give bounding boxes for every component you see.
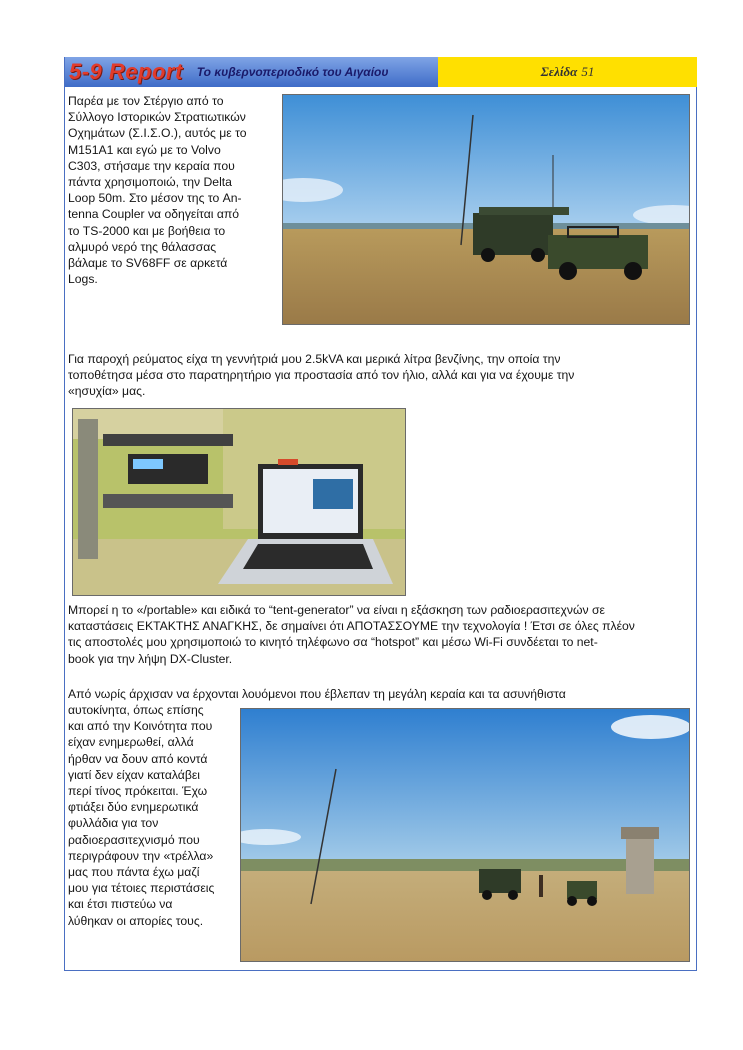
text-line: φυλλάδια για τον (68, 816, 159, 831)
text-line: και από την Κοινότητα που (68, 719, 213, 734)
text-line: Μπορεί η το «/portable» και ειδικά το “tent-generator” να είναι η εξάσκηση των ραδιοερασιτεχνών σε (68, 603, 605, 617)
text-line: και έτσι πιστεύω να (68, 897, 173, 912)
photo-radio-station (72, 408, 406, 596)
text-line: M151A1 και εγώ με το Volvo (68, 142, 221, 157)
magazine-subtitle: Το κυβερνοπεριοδικό του Αιγαίου (196, 65, 389, 79)
header-banner (65, 57, 438, 87)
text-line: Από νωρίς άρχισαν να έρχονται λουόμενοι που έβλεπαν τη μεγάλη κεραία και τα ασυνήθιστα (68, 687, 566, 701)
text-line: ήρθαν να δουν από κοντά (68, 751, 208, 766)
text-line: Παρέα με τον Στέργιο από το (68, 94, 224, 108)
text-line: πάντα χρησιμοποιώ, την Delta (68, 175, 232, 190)
magazine-logo: 5-9 Report (69, 59, 183, 84)
text-line: ραδιοερασιτεχνισμό που (68, 832, 200, 847)
text-line: Για παροχή ρεύματος είχα τη γεννήτριά μου 2.5kVA και μερικά λίτρα βενζίνης, την οποία την (68, 352, 561, 366)
text-line: αυτοκίνητα, όπως επίσης (68, 703, 204, 717)
text-line: τοποθέτησα μέσα στο παρατηρητήριο για προστασία από τον ήλιο, αλλά και για να έχουμε την (68, 368, 575, 383)
text-line: αλμυρό νερό της θάλασσας (68, 239, 217, 254)
text-line: περί τίνος πρόκειται. Έχω (68, 784, 208, 799)
page-label: Σελίδα (540, 64, 578, 79)
paragraph-4 (68, 702, 240, 929)
text-line: τις αποστολές μου χρησιμοποιώ το κινητό τηλέφωνο σα “hotspot” και μέσω Wi-Fi συνδέεται το net- (68, 635, 598, 650)
paragraph-4-intro (68, 686, 696, 702)
paragraph-2 (68, 351, 696, 400)
page-indicator (438, 57, 697, 87)
text-line: γιατί δεν είχαν καταλάβει (68, 767, 200, 782)
text-line: είχαν ενημερωθεί, αλλά (68, 735, 194, 750)
text-line: Οχημάτων (Σ.Ι.Σ.Ο.), αυτός με το (68, 126, 247, 141)
paragraph-1 (68, 93, 278, 287)
page-number: 51 (581, 64, 595, 79)
photo-field-vehicles (282, 94, 690, 325)
text-line: καταστάσεις ΕΚΤΑΚΤΗΣ ΑΝΑΓΚΗΣ, δε σημαίνει ότι ΑΠΟΤΑΣΣΟΥΜΕ την τεχνολογία ! Έτσι σε όλες πλέον (68, 619, 635, 634)
text-line: C303, στήσαμε την κεραία που (68, 158, 235, 173)
text-line: φτιάξει δύο ενημερωτικά (68, 800, 199, 815)
text-line: λύθηκαν οι απορίες τους. (68, 913, 204, 928)
text-line: το TS-2000 και με βοήθεια το (68, 223, 226, 238)
text-line: «ησυχία» μας. (68, 384, 146, 399)
text-line: μας που πάντα έχω μαζί (68, 865, 200, 880)
text-line: περιγράφουν την «τρέλλα» (68, 848, 214, 863)
paragraph-3 (68, 602, 696, 667)
text-line: Loop 50m. Στο μέσον της το An- (68, 191, 242, 206)
text-line: tenna Coupler να οδηγείται από (68, 207, 240, 222)
photo-field-tower (240, 708, 690, 962)
text-line: book για την λήψη DX-Cluster. (68, 651, 233, 666)
text-line: Logs. (68, 272, 98, 287)
text-line: Σύλλογο Ιστορικών Στρατιωτικών (68, 110, 246, 125)
text-line: βάλαμε το SV68FF σε αρκετά (68, 256, 228, 271)
text-line: μου για τέτοιες περιστάσεις (68, 881, 215, 896)
